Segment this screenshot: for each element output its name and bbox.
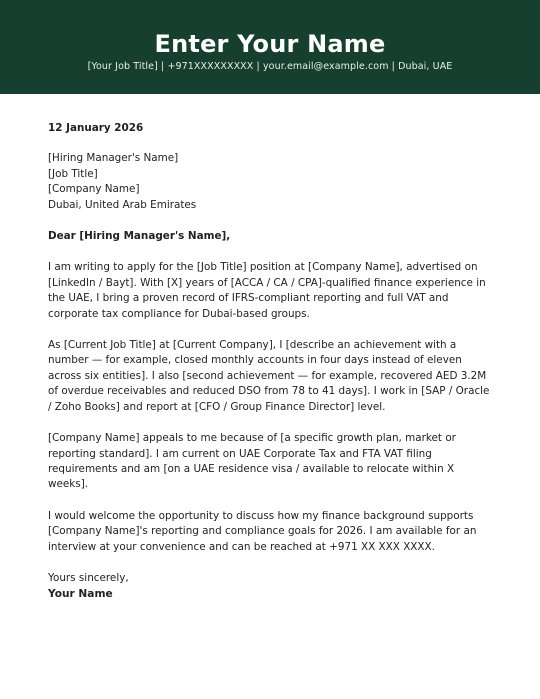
recipient-company: [Company Name] xyxy=(48,183,140,196)
applicant-name: Enter Your Name xyxy=(154,30,386,58)
signature-name: Your Name xyxy=(48,588,113,601)
recipient-title: [Job Title] xyxy=(48,167,98,180)
closing-paragraph: I would welcome the opportunity to discuss how my finance background supports [Company Name]'s reporting and compliance goals for 2026. I am available for an interview at your convenience and can be reached at +971 XX XXX XXXX. xyxy=(48,509,477,553)
experience-paragraph: As [Current Job Title] at [Current Company], I [describe an achievement with a number — for example, closed monthly accounts in four days instead of eleven across six entities]. I also [second achievement — for example, recovered AED 3.2M of overdue receivables and reduced DSO from 78 to 41 days]. I work in [SAP / Oracle / Zoho Books] and report at [CFO / Group Finance Director] level. xyxy=(48,339,490,413)
recipient-location: Dubai, United Arab Emirates xyxy=(48,198,197,211)
recipient-name: [Hiring Manager's Name] xyxy=(48,152,179,165)
letter-header xyxy=(0,0,540,94)
contact-details: [Your Job Title] | +971XXXXXXXXX | your.email@example.com | Dubai, UAE xyxy=(87,61,453,72)
letter-body xyxy=(48,121,496,603)
company-fit-paragraph: [Company Name] appeals to me because of [a specific growth plan, market or reporting standard]. I am current on UAE Corporate Tax and FTA VAT filing requirements and am [on a UAE residence visa / available to relocate within X weeks]. xyxy=(48,432,456,491)
complimentary-close: Yours sincerely, xyxy=(48,571,129,584)
opening-paragraph: I am writing to apply for the [Job Title] position at [Company Name], advertised on [LinkedIn / Bayt]. With [X] years of [ACCA / CA / CPA]-qualified finance experience in the UAE, I bring a proven record of IFRS-compliant reporting and full VAT and corporate tax compliance for Dubai-based groups. xyxy=(48,261,486,320)
letter-date: 12 January 2026 xyxy=(48,122,144,134)
recipient-address xyxy=(48,151,496,213)
salutation: Dear [Hiring Manager's Name], xyxy=(48,230,231,243)
